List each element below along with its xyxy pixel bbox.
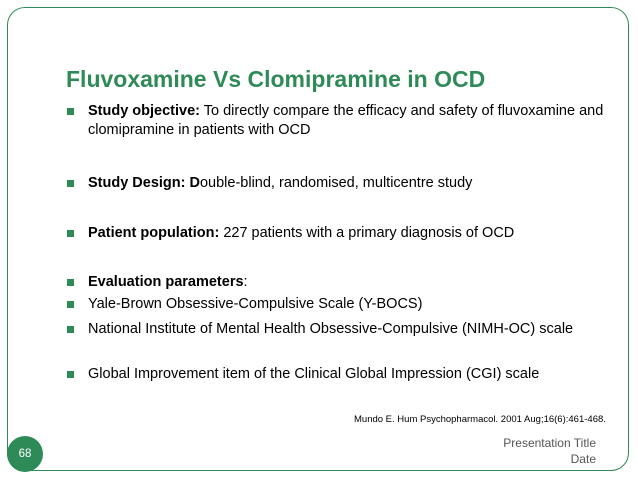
bullet-text: Yale-Brown Obsessive-Compulsive Scale (Y-BOCS) bbox=[88, 296, 423, 312]
bullet-text: 227 patients with a primary diagnosis of OCD bbox=[219, 225, 515, 241]
bullet-label: Study objective: bbox=[88, 103, 200, 119]
square-bullet-icon bbox=[67, 371, 74, 378]
citation: Mundo E. Hum Psychopharmacol. 2001 Aug;16(6):461-468. bbox=[354, 414, 606, 425]
square-bullet-icon bbox=[67, 326, 74, 333]
bullet-text: : bbox=[243, 274, 248, 290]
square-bullet-icon bbox=[67, 108, 74, 115]
square-bullet-icon bbox=[67, 230, 74, 237]
bullet-text: Global Improvement item of the Clinical Global Impression (CGI) scale bbox=[88, 366, 540, 382]
bullet-text: National Institute of Mental Health Obsessive-Compulsive (NIMH-OC) scale bbox=[88, 321, 574, 337]
bullet-label: Evaluation parameters bbox=[88, 274, 244, 290]
footer-date: Date bbox=[570, 452, 596, 466]
square-bullet-icon bbox=[67, 279, 74, 286]
bullet-study-design bbox=[67, 174, 607, 193]
bullet-cgi bbox=[67, 365, 607, 384]
bullet-patient-population bbox=[67, 224, 607, 243]
bullet-nimh-oc bbox=[67, 320, 607, 339]
bullet-study-objective bbox=[67, 102, 607, 140]
bullet-label: Study Design: D bbox=[88, 175, 200, 191]
bullet-text: To directly compare the efficacy and safety of fluvoxamine and clomipramine in patients with OCD bbox=[88, 103, 604, 138]
bullet-label: Patient population: bbox=[88, 225, 220, 241]
page-number-badge: 68 bbox=[7, 436, 43, 472]
square-bullet-icon bbox=[67, 180, 74, 187]
bullet-evaluation-parameters bbox=[67, 273, 607, 292]
footer-presentation-title: Presentation Title bbox=[503, 436, 596, 450]
square-bullet-icon bbox=[67, 301, 74, 308]
bullet-ybocs bbox=[67, 295, 607, 314]
bullet-text: ouble-blind, randomised, multicentre study bbox=[199, 175, 473, 191]
slide-title: Fluvoxamine Vs Clomipramine in OCD bbox=[66, 66, 486, 92]
